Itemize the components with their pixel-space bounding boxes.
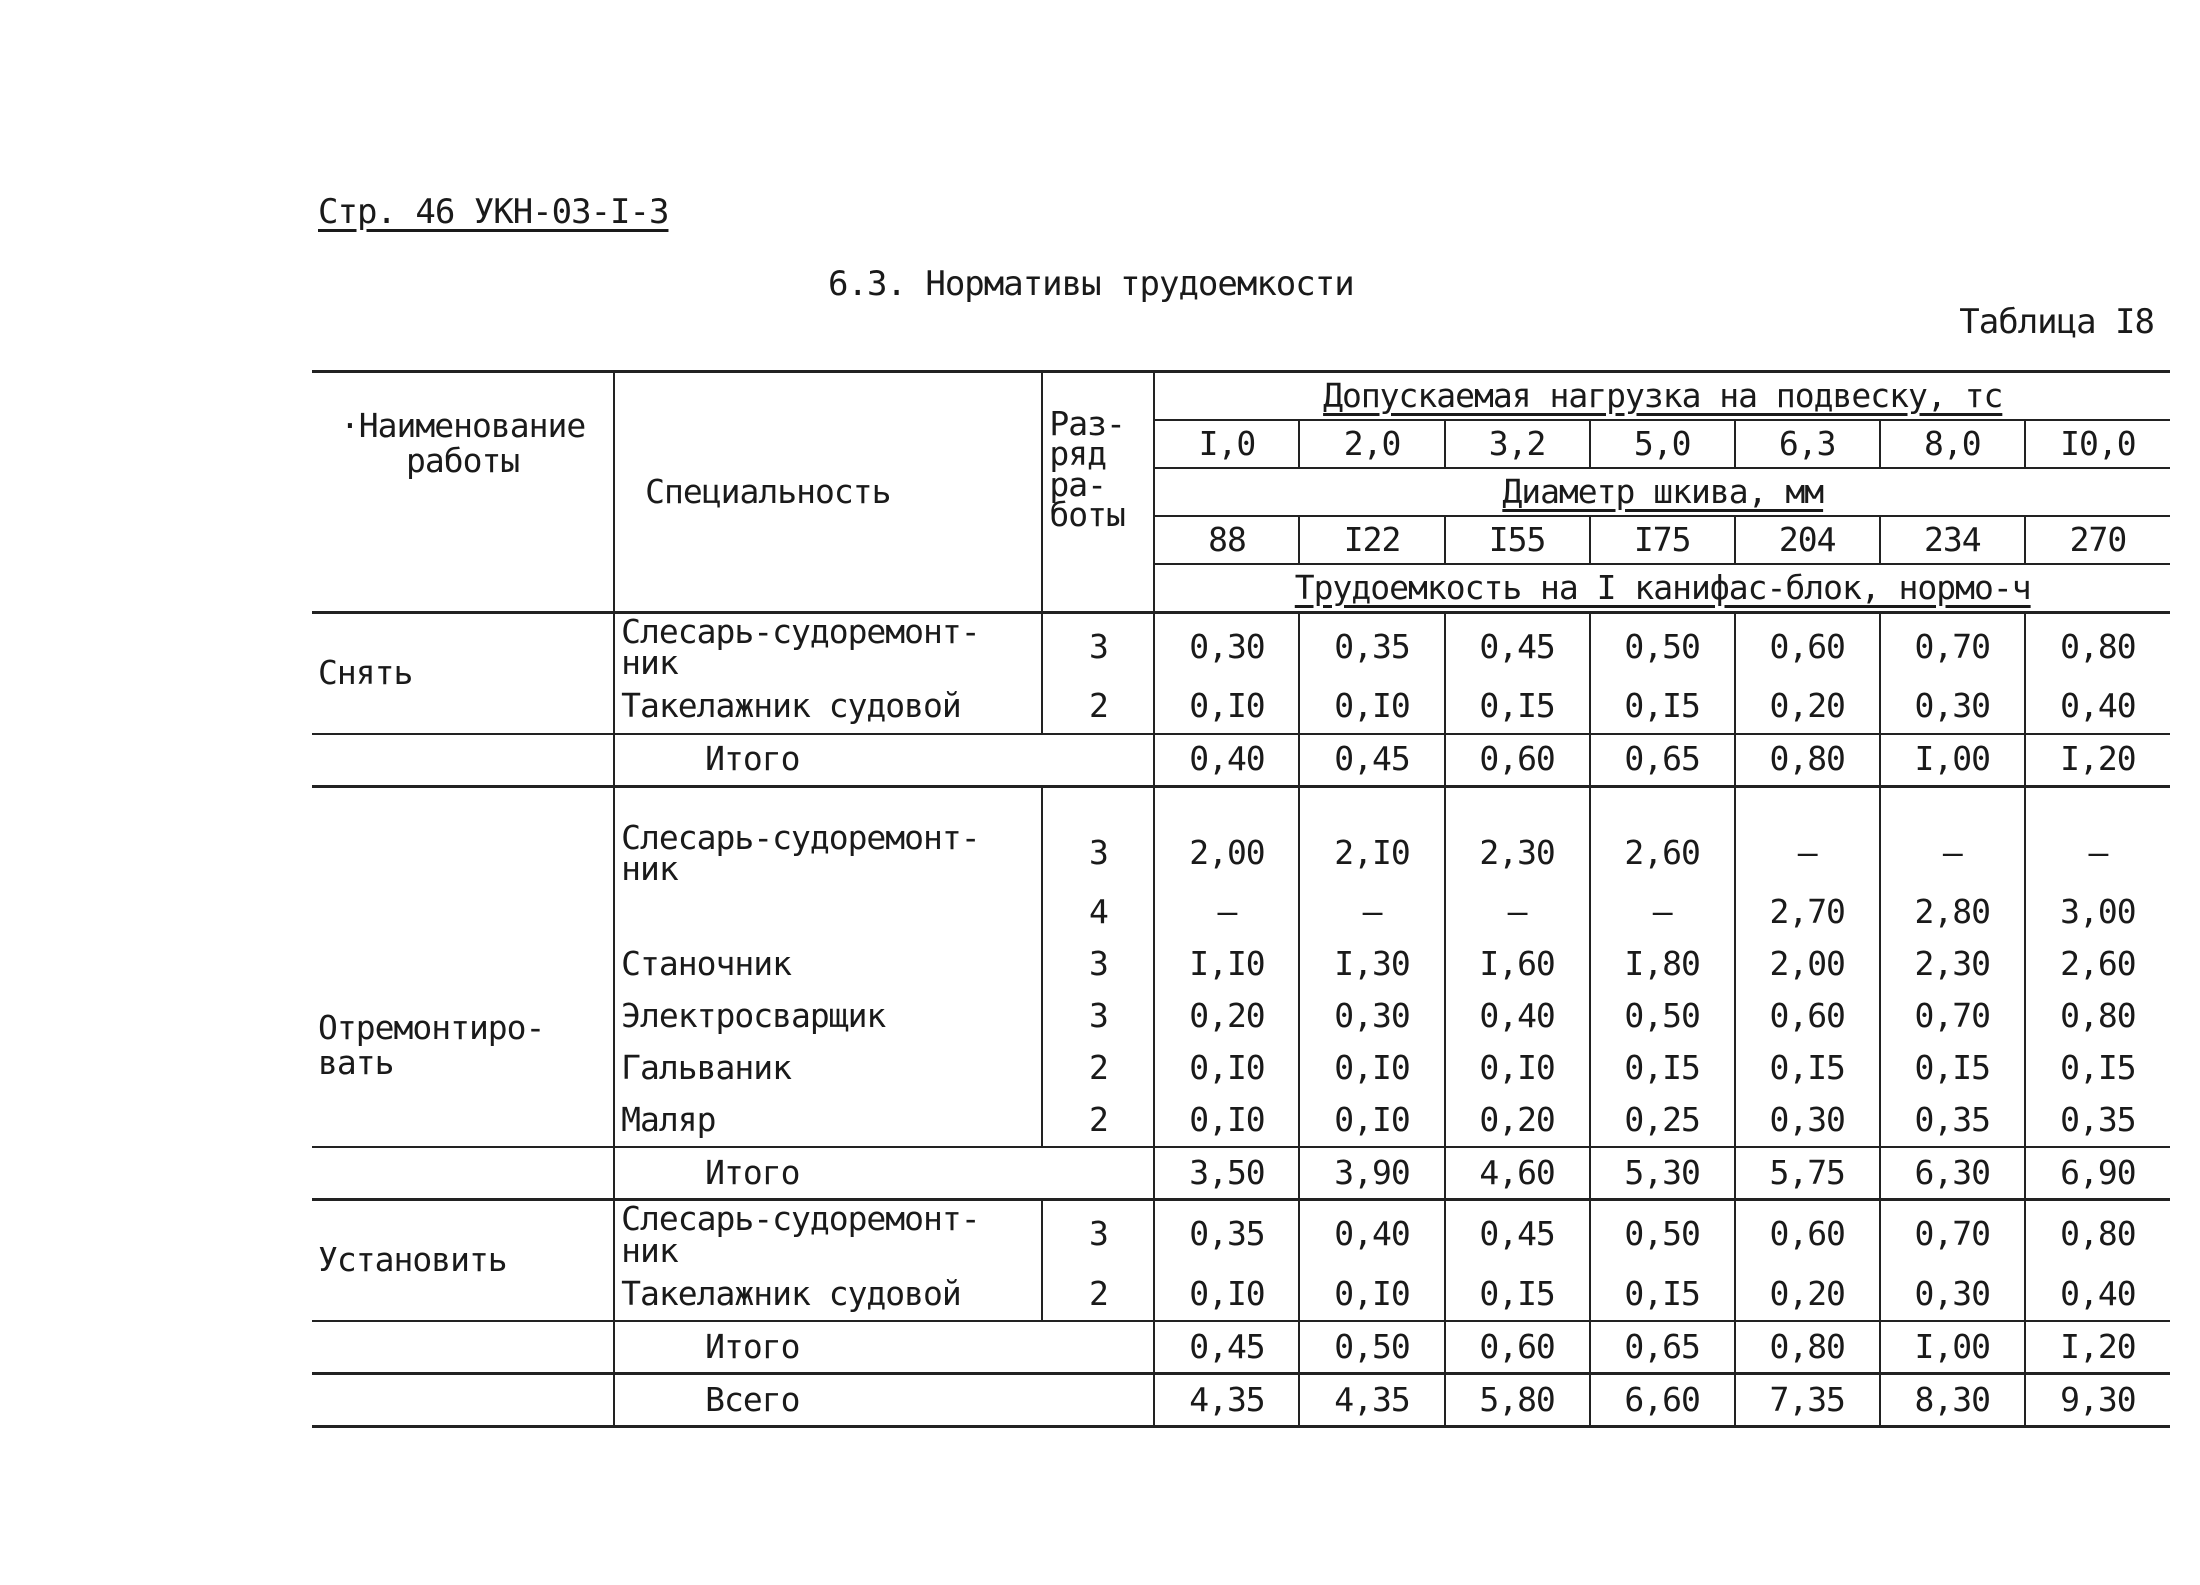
- total-value: 0,65: [1590, 1321, 1735, 1374]
- value-cell: 0,I0: [1299, 1042, 1444, 1094]
- group-name-spacer: [312, 1147, 614, 1200]
- specialty-cell: Электросварщик: [614, 990, 1042, 1042]
- diameter-col-5: 204: [1735, 516, 1880, 564]
- header-diameter-caption: Диаметр шкива, мм: [1154, 468, 2170, 516]
- total-value: 3,50: [1154, 1147, 1299, 1200]
- total-value: 0,45: [1299, 734, 1444, 787]
- value-cell: 0,I5: [1590, 681, 1735, 734]
- group-name-repair: Отремонтиро- вать: [312, 786, 614, 1147]
- grade-cell: 2: [1042, 1042, 1154, 1094]
- group-name-remove: Снять: [312, 613, 614, 734]
- group-name-spacer: [312, 1321, 614, 1374]
- total-value: 0,60: [1445, 1321, 1590, 1374]
- value-cell: 2,30: [1445, 820, 1590, 887]
- value-cell: 0,70: [1880, 613, 2025, 681]
- value-cell: 2,30: [1880, 938, 2025, 990]
- total-value: 0,80: [1735, 1321, 1880, 1374]
- grade-cell: 3: [1042, 990, 1154, 1042]
- grand-total-value: 4,35: [1154, 1374, 1299, 1427]
- grand-total-value: 7,35: [1735, 1374, 1880, 1427]
- value-cell: 0,60: [1735, 990, 1880, 1042]
- value-cell: –: [2025, 820, 2170, 887]
- value-cell: –: [1445, 886, 1590, 938]
- value-cell: –: [1590, 886, 1735, 938]
- total-value: 3,90: [1299, 1147, 1444, 1200]
- value-cell: 0,30: [1880, 1268, 2025, 1321]
- grade-cell: 2: [1042, 681, 1154, 734]
- value-cell: 0,30: [1299, 990, 1444, 1042]
- total-value: I,00: [1880, 1321, 2025, 1374]
- value-cell: 0,I0: [1299, 1094, 1444, 1147]
- grade-cell: 2: [1042, 1094, 1154, 1147]
- value-cell: 0,I5: [2025, 1042, 2170, 1094]
- labor-norms-table: [312, 370, 2170, 1428]
- total-value: 6,30: [1880, 1147, 2025, 1200]
- diameter-col-7: 270: [2025, 516, 2170, 564]
- value-cell: 0,40: [1299, 1200, 1444, 1268]
- value-cell: 0,I5: [1590, 1268, 1735, 1321]
- total-label: Итого: [614, 1147, 1154, 1200]
- value-cell: 0,60: [1735, 1200, 1880, 1268]
- value-cell: 0,I0: [1154, 1268, 1299, 1321]
- section-title: 6.3. Нормативы трудоемкости: [828, 264, 1354, 304]
- group-name-spacer: [312, 734, 614, 787]
- value-cell: 0,50: [1590, 613, 1735, 681]
- value-cell: 0,I5: [1445, 1268, 1590, 1321]
- value-cell: 0,20: [1735, 1268, 1880, 1321]
- value-cell: 0,35: [1299, 613, 1444, 681]
- value-cell: 0,I0: [1445, 1042, 1590, 1094]
- diameter-col-6: 234: [1880, 516, 2025, 564]
- header-work-name: ·Наименование работы: [312, 372, 614, 613]
- page-header: Стр. 46 УКН-03-I-3: [318, 192, 669, 232]
- value-cell: I,30: [1299, 938, 1444, 990]
- grade-cell: 3: [1042, 1200, 1154, 1268]
- grade-cell: 4: [1042, 886, 1154, 938]
- value-cell: 0,30: [1880, 681, 2025, 734]
- value-cell: 0,I0: [1154, 1042, 1299, 1094]
- value-cell: I,60: [1445, 938, 1590, 990]
- value-cell: I,80: [1590, 938, 1735, 990]
- value-cell: 0,I0: [1299, 1268, 1444, 1321]
- diameter-col-4: I75: [1590, 516, 1735, 564]
- value-cell: 0,60: [1735, 613, 1880, 681]
- grand-total-value: 8,30: [1880, 1374, 2025, 1427]
- load-col-3: 3,2: [1445, 420, 1590, 468]
- specialty-cell: Слесарь-судоремонт- ник: [614, 613, 1042, 681]
- value-cell: 0,20: [1735, 681, 1880, 734]
- specialty-cell: Гальваник: [614, 1042, 1042, 1094]
- value-cell: 2,60: [2025, 938, 2170, 990]
- value-cell: 2,80: [1880, 886, 2025, 938]
- value-cell: 0,70: [1880, 1200, 2025, 1268]
- value-cell: 0,I5: [1880, 1042, 2025, 1094]
- value-cell: 0,I0: [1299, 681, 1444, 734]
- value-cell: 0,I5: [1590, 1042, 1735, 1094]
- grade-cell: 3: [1042, 613, 1154, 681]
- grand-total-spacer: [312, 1374, 614, 1427]
- total-value: 0,65: [1590, 734, 1735, 787]
- grade-cell: 2: [1042, 1268, 1154, 1321]
- diameter-col-3: I55: [1445, 516, 1590, 564]
- total-value: 0,45: [1154, 1321, 1299, 1374]
- diameter-col-1: 88: [1154, 516, 1299, 564]
- total-value: I,00: [1880, 734, 2025, 787]
- specialty-cell: Станочник: [614, 938, 1042, 990]
- load-col-7: I0,0: [2025, 420, 2170, 468]
- value-cell: 0,45: [1445, 613, 1590, 681]
- value-cell: 0,80: [2025, 613, 2170, 681]
- specialty-cell: Такелажник судовой: [614, 681, 1042, 734]
- specialty-cell: Слесарь-судоремонт- ник: [614, 1200, 1042, 1268]
- grand-total-value: 4,35: [1299, 1374, 1444, 1427]
- load-col-6: 8,0: [1880, 420, 2025, 468]
- value-cell: 0,45: [1445, 1200, 1590, 1268]
- total-value: 5,75: [1735, 1147, 1880, 1200]
- value-cell: 2,I0: [1299, 820, 1444, 887]
- specialty-cell: Такелажник судовой: [614, 1268, 1042, 1321]
- specialty-cell: [614, 886, 1042, 938]
- value-cell: I,I0: [1154, 938, 1299, 990]
- value-cell: 0,80: [2025, 1200, 2170, 1268]
- value-cell: 0,40: [1445, 990, 1590, 1042]
- value-cell: –: [1154, 886, 1299, 938]
- value-cell: –: [1735, 820, 1880, 887]
- total-value: 5,30: [1590, 1147, 1735, 1200]
- header-load-caption: Допускаемая нагрузка на подвеску, тс: [1154, 372, 2170, 421]
- grand-total-label: Всего: [614, 1374, 1154, 1427]
- value-cell: –: [1299, 886, 1444, 938]
- header-labor-caption: Трудоемкость на I канифас-блок, нормо-ч: [1154, 564, 2170, 613]
- header-specialty: Специальность: [614, 372, 1042, 613]
- value-cell: 0,30: [1735, 1094, 1880, 1147]
- header-grade: Раз- ряд ра- боты: [1042, 372, 1154, 613]
- load-col-1: I,0: [1154, 420, 1299, 468]
- total-value: 4,60: [1445, 1147, 1590, 1200]
- table-label: Таблица I8: [1959, 302, 2154, 342]
- group-name-install: Установить: [312, 1200, 614, 1321]
- load-col-2: 2,0: [1299, 420, 1444, 468]
- grade-cell: 3: [1042, 820, 1154, 887]
- grade-cell: 3: [1042, 938, 1154, 990]
- value-cell: 0,30: [1154, 613, 1299, 681]
- value-cell: 0,50: [1590, 1200, 1735, 1268]
- value-cell: 0,40: [2025, 681, 2170, 734]
- load-col-5: 6,3: [1735, 420, 1880, 468]
- value-cell: 0,20: [1154, 990, 1299, 1042]
- value-cell: 0,I0: [1154, 681, 1299, 734]
- value-cell: 0,50: [1590, 990, 1735, 1042]
- total-value: 6,90: [2025, 1147, 2170, 1200]
- value-cell: 2,70: [1735, 886, 1880, 938]
- grand-total-value: 5,80: [1445, 1374, 1590, 1427]
- total-label: Итого: [614, 734, 1154, 787]
- grand-total-value: 6,60: [1590, 1374, 1735, 1427]
- total-value: 0,40: [1154, 734, 1299, 787]
- value-cell: 3,00: [2025, 886, 2170, 938]
- value-cell: 2,60: [1590, 820, 1735, 887]
- value-cell: 0,I5: [1445, 681, 1590, 734]
- grand-total-value: 9,30: [2025, 1374, 2170, 1427]
- value-cell: 0,25: [1590, 1094, 1735, 1147]
- value-cell: 0,35: [2025, 1094, 2170, 1147]
- value-cell: 0,80: [2025, 990, 2170, 1042]
- total-value: I,20: [2025, 734, 2170, 787]
- total-value: 0,60: [1445, 734, 1590, 787]
- value-cell: 0,20: [1445, 1094, 1590, 1147]
- total-label: Итого: [614, 1321, 1154, 1374]
- specialty-cell: Слесарь-судоремонт- ник: [614, 820, 1042, 887]
- diameter-col-2: I22: [1299, 516, 1444, 564]
- value-cell: 0,70: [1880, 990, 2025, 1042]
- value-cell: 0,35: [1154, 1200, 1299, 1268]
- load-col-4: 5,0: [1590, 420, 1735, 468]
- value-cell: 2,00: [1735, 938, 1880, 990]
- value-cell: 0,I0: [1154, 1094, 1299, 1147]
- value-cell: 2,00: [1154, 820, 1299, 887]
- value-cell: 0,I5: [1735, 1042, 1880, 1094]
- value-cell: 0,40: [2025, 1268, 2170, 1321]
- value-cell: 0,35: [1880, 1094, 2025, 1147]
- total-value: 0,80: [1735, 734, 1880, 787]
- total-value: 0,50: [1299, 1321, 1444, 1374]
- specialty-cell: Маляр: [614, 1094, 1042, 1147]
- value-cell: –: [1880, 820, 2025, 887]
- total-value: I,20: [2025, 1321, 2170, 1374]
